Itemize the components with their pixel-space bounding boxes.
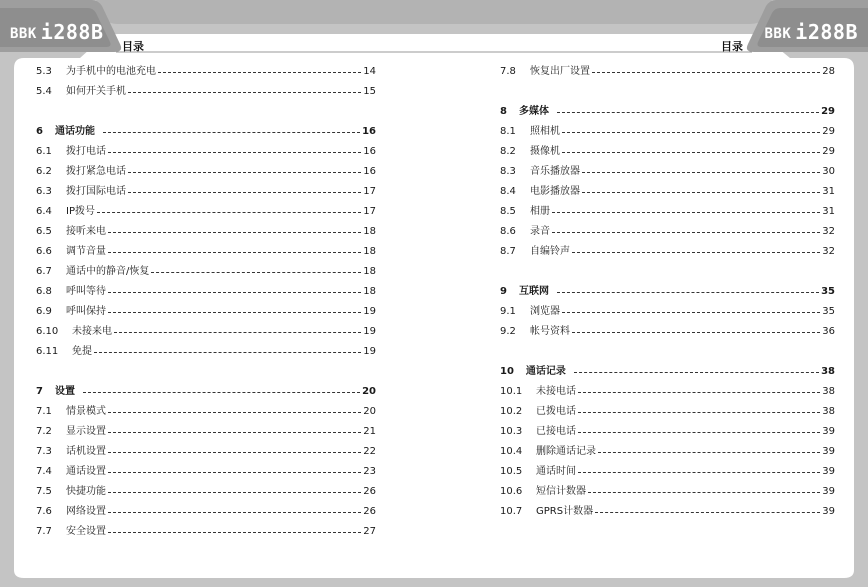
toc-entry-title: 照相机 [530,126,560,137]
toc-entry-page: 19 [363,306,376,317]
toc-entry-title: 音乐播放器 [530,166,580,177]
toc-entry-page: 39 [822,426,835,437]
toc-leader [151,272,361,273]
toc-entry-page: 19 [363,346,376,357]
toc-entry-number: 9.2 [500,326,516,337]
toc-chapter-entry[interactable] [500,282,835,302]
toc-leader [94,352,361,353]
toc-entry-title: 呼叫等待 [66,286,106,297]
toc-chapter-entry[interactable] [500,362,835,382]
toc-entry-title: 自编铃声 [530,246,570,257]
toc-leader [598,452,820,453]
toc-entry[interactable] [36,142,376,162]
toc-entry[interactable] [500,502,835,522]
toc-entry[interactable] [36,502,376,522]
toc-entry-page: 19 [363,326,376,337]
page-title-left: 目录 [122,40,144,53]
toc-entry-number: 7 [36,386,43,397]
toc-entry-page: 15 [363,86,376,97]
toc-entry-number: 5.3 [36,66,52,77]
toc-entry-page: 14 [363,66,376,77]
toc-entry[interactable] [36,442,376,462]
toc-entry-number: 8 [500,106,507,117]
toc-entry-page: 16 [362,126,376,137]
toc-entry-page: 18 [363,246,376,257]
toc-entry-number: 8.7 [500,246,516,257]
toc-leader [557,112,819,113]
brand-name-right: BBK [764,26,792,42]
toc-entry-title: 删除通话记录 [536,446,596,457]
toc-entry-page: 17 [363,206,376,217]
toc-entry[interactable] [36,342,376,362]
toc-entry-title: 未接来电 [72,326,112,337]
toc-entry-page: 16 [363,166,376,177]
toc-leader [128,92,361,93]
toc-entry[interactable] [500,142,835,162]
toc-entry-title: 设置 [54,386,75,397]
top-bar [96,0,772,24]
toc-entry-page: 29 [821,106,835,117]
toc-entry-number: 7.3 [36,446,52,457]
toc-entry-title: 浏览器 [530,306,560,317]
toc-entry[interactable] [36,482,376,502]
toc-entry[interactable] [36,242,376,262]
toc-entry-page: 29 [822,126,835,137]
toc-entry[interactable] [500,182,835,202]
toc-entry-page: 38 [821,366,835,377]
toc-leader [582,172,820,173]
toc-entry[interactable] [36,162,376,182]
toc-entry-title: 呼叫保持 [66,306,106,317]
toc-entry-title: 通话设置 [66,466,106,477]
toc-entry-number: 7.6 [36,506,52,517]
toc-spacer [500,82,835,102]
toc-entry[interactable] [500,242,835,262]
toc-leader [552,212,820,213]
toc-entry-title: 免提 [72,346,92,357]
toc-entry-number: 10.7 [500,506,523,517]
toc-entry-page: 21 [363,426,376,437]
toc-entry[interactable] [500,322,835,342]
toc-leader [108,412,361,413]
toc-entry-page: 16 [363,146,376,157]
toc-entry-number: 6.10 [36,326,59,337]
toc-leader [128,172,361,173]
toc-entry-number: 6.6 [36,246,52,257]
toc-entry[interactable] [36,282,376,302]
toc-entry[interactable] [500,162,835,182]
toc-leader [108,152,361,153]
toc-entry-number: 9 [500,286,507,297]
toc-entry-page: 22 [363,446,376,457]
toc-entry-title: 安全设置 [66,526,106,537]
toc-leader [574,372,819,373]
toc-entry[interactable] [36,202,376,222]
toc-entry-title: 录音 [530,226,550,237]
toc-leader [108,292,361,293]
toc-leader [108,532,361,533]
toc-leader [83,392,360,393]
toc-entry-page: 32 [822,226,835,237]
toc-entry[interactable] [36,62,376,82]
toc-entry-page: 30 [822,166,835,177]
toc-leader [108,232,361,233]
toc-entry-page: 39 [822,466,835,477]
page-title-right: 目录 [721,40,743,53]
toc-entry-number: 6.11 [36,346,59,357]
brand-name-left: BBK [10,26,37,42]
toc-entry-title: 恢复出厂设置 [530,66,590,77]
toc-leader [114,332,361,333]
brand-logo-left [10,20,104,44]
toc-entry[interactable] [36,182,376,202]
toc-entry[interactable] [36,322,376,342]
toc-entry-number: 8.2 [500,146,516,157]
toc-spacer [500,342,835,362]
toc-entry-page: 35 [821,286,835,297]
toc-entry[interactable] [36,522,376,542]
toc-entry-title: GPRS计数器 [536,506,594,517]
toc-entry-number: 7.7 [36,526,52,537]
toc-entry-number: 6.1 [36,146,52,157]
toc-leader [108,252,361,253]
toc-entry-title: 显示设置 [66,426,106,437]
toc-entry-number: 8.4 [500,186,516,197]
toc-entry[interactable] [36,422,376,442]
toc-entry-number: 7.2 [36,426,52,437]
toc-leader [572,252,820,253]
toc-entry-number: 6.5 [36,226,52,237]
toc-entry-number: 7.1 [36,406,52,417]
toc-entry-number: 10.6 [500,486,523,497]
toc-leader [108,452,361,453]
toc-entry[interactable] [500,222,835,242]
toc-entry-number: 10.4 [500,446,523,457]
toc-leader [562,152,820,153]
toc-entry-page: 31 [822,206,835,217]
toc-entry-page: 28 [822,66,835,77]
toc-chapter-entry[interactable] [36,122,376,142]
toc-entry[interactable] [500,422,835,442]
toc-entry-title: 相册 [530,206,550,217]
toc-entry-title: 通话时间 [536,466,576,477]
toc-entry[interactable] [500,402,835,422]
brand-logo-right [764,20,858,44]
toc-entry[interactable] [500,122,835,142]
toc-leader [108,492,361,493]
toc-entry[interactable] [500,202,835,222]
toc-entry-number: 9.1 [500,306,516,317]
toc-entry-page: 17 [363,186,376,197]
toc-entry-number: 8.3 [500,166,516,177]
toc-entry[interactable] [500,482,835,502]
toc-entry-page: 26 [363,506,376,517]
toc-entry-page: 38 [822,406,835,417]
toc-leader [562,312,820,313]
toc-entry-number: 10 [500,366,514,377]
brand-model-right: i288B [795,20,858,44]
toc-entry[interactable] [500,62,835,82]
toc-entry[interactable] [500,302,835,322]
toc-entry-title: 拨打国际电话 [66,186,126,197]
toc-entry-number: 6 [36,126,43,137]
toc-leader [582,192,820,193]
toc-entry[interactable] [36,402,376,422]
toc-leader [108,312,361,313]
toc-spacer [36,102,376,122]
toc-entry-title: 电影播放器 [530,186,580,197]
toc-leader [108,432,361,433]
toc-right-column [500,62,835,522]
toc-entry-title: 拨打电话 [66,146,106,157]
toc-entry-page: 32 [822,246,835,257]
toc-entry-title: 已拨电话 [536,406,576,417]
toc-entry-number: 6.4 [36,206,52,217]
toc-leader [578,472,820,473]
toc-entry[interactable] [500,382,835,402]
toc-entry-number: 6.3 [36,186,52,197]
toc-entry-page: 27 [363,526,376,537]
toc-entry-page: 38 [822,386,835,397]
toc-entry-number: 6.9 [36,306,52,317]
toc-entry-title: 短信计数器 [536,486,586,497]
toc-entry-page: 18 [363,226,376,237]
toc-entry-number: 10.2 [500,406,523,417]
toc-entry-title: IP拨号 [66,206,95,217]
toc-chapter-entry[interactable] [36,382,376,402]
toc-entry-title: 调节音量 [66,246,106,257]
toc-leader [588,492,820,493]
toc-spacer [500,262,835,282]
toc-entry-title: 通话记录 [525,366,566,377]
toc-leader [108,472,361,473]
toc-entry-number: 10.1 [500,386,523,397]
toc-entry-page: 31 [822,186,835,197]
toc-entry[interactable] [500,462,835,482]
toc-leader [572,332,820,333]
toc-leader [557,292,819,293]
toc-entry-title: 通话功能 [54,126,95,137]
toc-entry-page: 20 [362,386,376,397]
toc-entry-page: 20 [363,406,376,417]
toc-entry-page: 35 [822,306,835,317]
toc-entry[interactable] [36,302,376,322]
toc-entry-page: 18 [363,286,376,297]
toc-leader [578,432,820,433]
toc-leader [592,72,820,73]
toc-leader [578,392,820,393]
toc-entry-number: 8.1 [500,126,516,137]
toc-left-column [36,62,376,542]
toc-entry-title: 互联网 [518,286,549,297]
toc-leader [97,212,361,213]
toc-entry-title: 快捷功能 [66,486,106,497]
toc-leader [552,232,820,233]
toc-entry-title: 情景模式 [66,406,106,417]
toc-entry[interactable] [36,222,376,242]
toc-entry-page: 39 [822,446,835,457]
toc-entry-page: 29 [822,146,835,157]
toc-entry-title: 如何开关手机 [66,86,126,97]
toc-entry-page: 39 [822,506,835,517]
toc-spacer [36,362,376,382]
toc-entry-title: 多媒体 [518,106,549,117]
toc-leader [128,192,361,193]
toc-entry-title: 通话中的静音/恢复 [66,266,150,277]
toc-entry-number: 6.7 [36,266,52,277]
toc-entry-title: 摄像机 [530,146,560,157]
toc-entry[interactable] [36,462,376,482]
toc-entry-page: 23 [363,466,376,477]
brand-model-left: i288B [40,20,104,44]
toc-entry-number: 6.2 [36,166,52,177]
toc-entry-title: 帐号资料 [530,326,570,337]
toc-entry-number: 7.5 [36,486,52,497]
toc-entry-number: 8.6 [500,226,516,237]
toc-leader [103,132,360,133]
toc-entry-number: 5.4 [36,86,52,97]
toc-entry-number: 8.5 [500,206,516,217]
toc-entry-title: 网络设置 [66,506,106,517]
toc-entry-number: 6.8 [36,286,52,297]
toc-entry-title: 接听来电 [66,226,106,237]
toc-entry-number: 7.4 [36,466,52,477]
toc-entry-title: 未接电话 [536,386,576,397]
toc-leader [158,72,361,73]
bottom-band [0,578,868,587]
toc-entry-number: 10.5 [500,466,523,477]
toc-leader [578,412,820,413]
toc-entry-title: 话机设置 [66,446,106,457]
toc-entry-page: 39 [822,486,835,497]
toc-entry-page: 26 [363,486,376,497]
toc-leader [595,512,820,513]
toc-entry-number: 10.3 [500,426,523,437]
toc-chapter-entry[interactable] [500,102,835,122]
toc-entry-page: 18 [363,266,376,277]
toc-entry[interactable] [36,262,376,282]
toc-entry-title: 为手机中的电池充电 [66,66,156,77]
toc-entry-title: 拨打紧急电话 [66,166,126,177]
toc-leader [108,512,361,513]
toc-entry-page: 36 [822,326,835,337]
toc-leader [562,132,820,133]
toc-entry-number: 7.8 [500,66,516,77]
toc-entry[interactable] [36,82,376,102]
toc-entry[interactable] [500,442,835,462]
toc-entry-title: 已接电话 [536,426,576,437]
